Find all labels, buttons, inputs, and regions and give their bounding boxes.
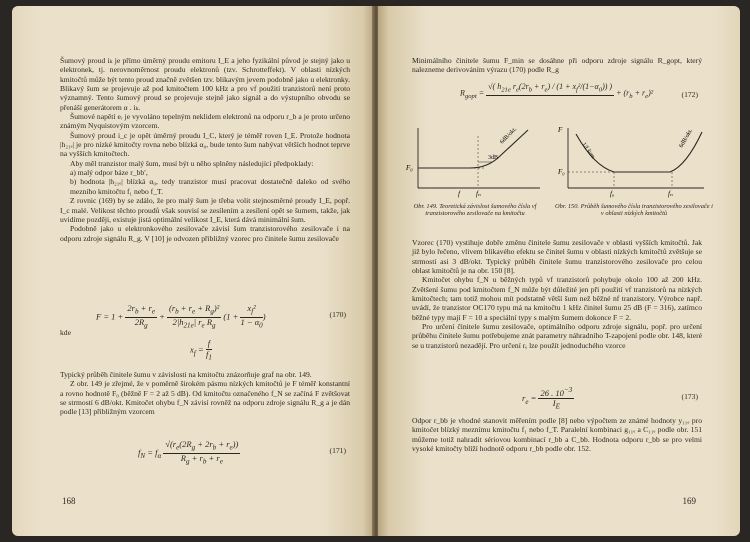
db3-label: 3dB — [488, 155, 499, 161]
paragraph: Podobně jako u elektronkového zesilovače závisí šum tranzistorového zesilovače i na odporu zdroje signálu R_g. V [10] je odvozen přibližný vzorec pro činitele šumu zesilovače — [60, 224, 350, 243]
figure-149-caption: Obr. 149. Teoretická závislost šumového čísla vf tranzistorového zesilovače na kmitočtu — [413, 203, 537, 218]
equation-number: (170) — [329, 310, 346, 319]
equation-173: $r_e$ = $\frac{26 . 10^{-3}}{I_E}$ (173) — [522, 386, 698, 411]
equation-170: F = 1 + $\frac{2r_b + r_e}{2R_g}$ + $\frac{(r_b + r_e + R_g)^2}{2|h_{21e}| r_e R_g}$ (1 + $\frac{x_f^2}{1 - \alpha_0}$ ) (170) — [96, 303, 346, 330]
paragraph: Šumový proud iₖ je přímo úměrný proudu emitoru I_E a jeho fyzikální původ je stejný jako u elektronek, tj. nerovnoměrnost proudu elektronů (tzv. Schrotteffekt). V oblasti nízkých kmitočtů může být tento proud značně zvětšen tzv. blikavým jevem podobně jako u elektronky. Blikavý šum se projevuje až pod kmitočtem 100 kHz a pro vf použití tranzistorů není proto významný. Tento šumový proud se projevuje stejně jako signál a do výstupního obvodu se přenáší generátorem α . iₖ. — [60, 56, 350, 112]
paragraph: Kmitočet ohybu f_N u běžných typů vf tranzistorů pohybuje okolo 100 až 200 kHz. Zvětšení šumu pod kmitočtem f_N může být důležité jen při použití vf tranzistorů na nízkých kmitočtech; tam totiž mohou mít podstatně větší šum než běžné nf tranzistory. Výrobce např. uvádí, že tranzistor OC170 typu má na kmitočtu 1 kHz činitel šumu 25 dB (F = 316), zatímco běžné typy mají F = 10 a speciální typy s malým šumem dokonce F = 2. — [412, 275, 702, 322]
paragraph: Odpor r_bb je vhodné stanovit měřením podle [8] nebo výpočtem ze známé hodnoty y₁₁ₑ pro kmitočet blízký meznímu kmitočtu f₁ nebo f_T. Paralelní kombinaci g₁₁ₑ a C₁₁ₑ podle obr. 151 můžeme totiž nahradit sériovou kombinací r_bb a C_bb. Hodnota odporu r_bb se pro velmi vysoké kmitočty blíží hodnotě odporu r_bb podle obr. 152. — [412, 416, 702, 454]
list-item: b) hodnota |h₂₁ₑ| blízká α₀, tedy tranzistor musí pracovat dostatečně daleko od svého mezního kmitočtu f₁ nebo f_T. — [70, 177, 350, 196]
list-item: a) malý odpor báze r_bb′, — [70, 168, 148, 178]
page-number: 169 — [682, 496, 696, 506]
kde-label: kde — [60, 328, 71, 337]
f0-label-2: F₀ — [558, 168, 565, 176]
equation-number: (172) — [681, 90, 698, 99]
equation-number: (171) — [329, 446, 346, 455]
paragraph: Pro určení činitele šumu zesilovače, optimálního odporu zdroje signálu, popř. pro určení průběhu činitele šumu potřebujeme znát parametry náhradního T-zapojení podle obr. 148, které se u tranzistorů nezadějí. Pro určení rₑ lze použít jednoduchého vzorce — [412, 322, 702, 350]
slope-label: 6dB/okt. — [499, 126, 519, 146]
equation-xf: $x_f$ = $\frac{f}{f_1}$ — [190, 338, 212, 362]
f-axis-label: f — [458, 190, 460, 198]
right-intro — [412, 56, 702, 75]
left-text-bottom — [60, 370, 350, 417]
paragraph: Vzorec (170) vystihuje dobře změnu činitele šumu zesilovače v oblasti vyšších kmitočtů. Jak již bylo řečeno, vlivem blikavého efektu se činitel šumu v oblasti nízkých kmitočtů zvětšuje se strmostí asi 3 dB/okt. Typický průběh činitele šumu tranzistorového zesilovače pro celou oblast kmitočtů je na obr. 150 [8]. — [412, 238, 702, 276]
paragraph: Z rovnic (169) by se zdálo, že pro malý šum je třeba volit stejnosměrné proudy I_E, popř. I_c malé. Velikost těchto proudů však souvisí se zesílením a zesílení opět se šumem, takže, jak uvidíme později, existuje jistá optimální velikost I_E, která dává minimální šum. — [60, 196, 350, 224]
figure-150 — [554, 122, 714, 232]
right-page — [378, 6, 740, 536]
paragraph: Šumové napětí eᵣ je vyvoláno tepelným neklidem elektronů na odporu r_b a je proto určeno známým Nyquistovým vzorcem. — [60, 112, 350, 131]
figure-149-graph — [400, 122, 550, 198]
paragraph: Šumový proud i_c je opět úměrný proudu I_C, který je téměř roven I_E. Protože hodnota |h₂₁ₑ| je pro nízké kmitočty rovna nebo blízká α₀, bude tento šum nabývat větších hodnot teprve na vyšších kmitočtech. — [60, 130, 350, 159]
f0-label: F₀ — [406, 164, 413, 172]
fn-label: fₙ — [476, 190, 481, 198]
kde-block — [60, 328, 350, 362]
fn-label-2: fₙ — [668, 190, 673, 198]
right-text-middle — [412, 238, 702, 350]
paragraph: Z obr. 149 je zřejmé, že v poměrně širokém pásmu nízkých kmitočtů je F téměř konstantní a rovno hodnotě F₀ (běžně F = 2 až 5 dB). Od kmitočtu označeného f_N se začíná F zvětšovat se strmostí 6 dB/okt. Kmitočet ohybu f_N závisí rovněž na odporu zdroje signálu R_g a je dán podle [13] přibližným vzorcem — [60, 379, 350, 417]
paragraph: Typický průběh činitele šumu v závislosti na kmitočtu znázorňuje graf na obr. 149. — [60, 370, 312, 379]
page-number: 168 — [62, 496, 76, 506]
right-text-bottom — [412, 416, 702, 453]
paragraph: Minimálního činitele šumu F_min se dosáhne při odporu zdroje signálu R_gopt, který nalezneme derivováním výrazu (170) podle R_g — [412, 56, 702, 75]
figure-150-caption: Obr. 150. Průběh šumového čísla tranzistorového zesilovače i v oblasti nízkých kmitočtů — [555, 203, 713, 218]
figure-150-graph — [554, 122, 714, 198]
fa-label: fₐ — [610, 190, 614, 198]
open-book — [12, 6, 740, 536]
flicker-label: 1/f šum — [580, 141, 596, 161]
equation-172: $R_{gopt}$ = √( $h_{21e}$ $r_e(2r_b + r_e) / (1 + x_f^2/(1-\alpha_0))$ ) + $(r_b + r_e)^2$ (172) — [460, 82, 698, 101]
slope-label-2: 6dB/okt. — [678, 127, 695, 149]
equation-number: (173) — [681, 392, 698, 401]
F-axis-label: F — [558, 126, 563, 134]
left-page — [12, 6, 374, 536]
figure-149 — [400, 122, 550, 232]
equation-171: $f_N = f_\alpha$ $\frac{√(r_e(2R_g + 2r_b + r_e))}{R_g + r_b + r_e}$ (171) — [138, 439, 346, 466]
left-text-top — [60, 56, 350, 243]
paragraph: Aby měl tranzistor malý šum, musí být u něho splněny následující předpoklady: — [70, 158, 314, 168]
